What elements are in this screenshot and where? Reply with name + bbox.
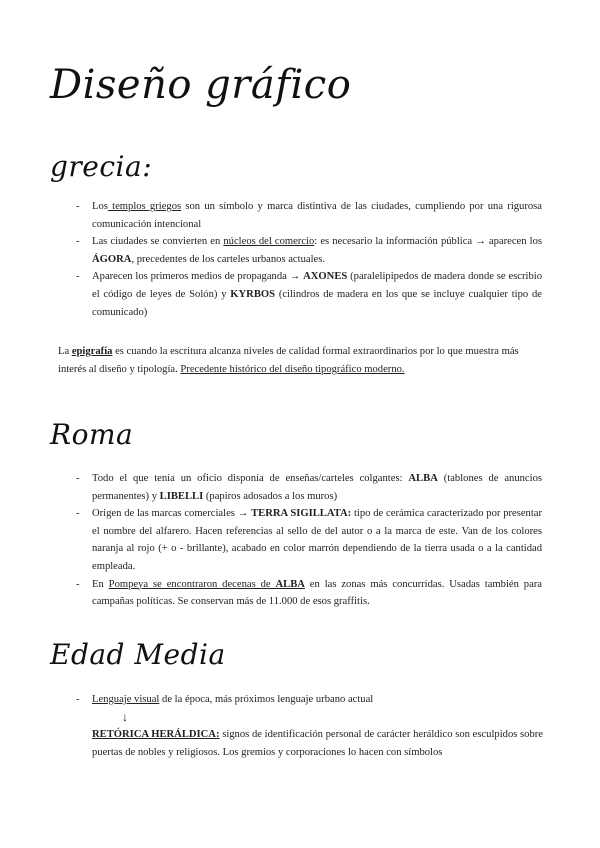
page-title: Diseño gráfico [50,62,352,108]
down-arrow-icon: ↓ [122,710,128,724]
retorica-heraldica-paragraph: RETÓRICA HERÁLDICA: signos de identificación personal de carácter heráldico son esculpidos sobre puertas de nobles y religiosos. Los gremios y corporaciones lo hacen con símbolos [92,729,544,758]
list-item: - Aparecen los primeros medios de propaganda → AXONES (paralelipipedos de madera donde se escribio el código de leyes de Solón) y KYRBOS (cilindros de madera en los que se incluye cualquier tipo de comunicado) [76,268,542,321]
list-item: - Lenguaje visual de la época, más próximos lenguaje urbano actual [76,691,542,709]
section-heading-edad-media: Edad Media [50,638,226,671]
list-item: - Las ciudades se convierten en núcleos del comercio: es necesario la información pública → aparecen los ÁGORA, precedentes de los carteles urbanos actuales. [76,233,542,268]
roma-list [76,470,542,611]
list-item: - En Pompeya se encontraron decenas de ALBA en las zonas más concurridas. Usadas también para campañas políticas. Se conservan más de 11.000 de esos graffitis. [76,576,542,611]
section-heading-grecia: grecia: [50,150,153,183]
edad-media-list [76,691,542,709]
list-item: - Todo el que tenía un oficio disponía de enseñas/carteles colgantes: ALBA (tablones de anuncios permanentes) y LIBELLI (papiros adosados a los muros) [76,470,542,505]
list-item: - Los templos griegos son un símbolo y marca distintiva de las ciudades, cumpliendo por una rigurosa comunicación intencional [76,198,542,233]
section-heading-roma: Roma [50,418,134,451]
grecia-list [76,198,542,321]
list-item: - Origen de las marcas comerciales → TERRA SIGILLATA: tipo de cerámica caracterizado por presentar el nombre del alfarero. Hacen referencias al sello de del autor o a la marca de este. Van de los colores naranja al rojo (+ o - brillante), acabado en color marrón dependiendo de la tierra usada o a la cantidad empleada. [76,505,542,575]
epigrafia-paragraph: La epigrafía es cuando la escritura alcanza niveles de calidad formal extraordinarios por lo que muestra más interés al diseño y tipología. Precedente histórico del diseño tipográfico moderno. [58,346,519,375]
